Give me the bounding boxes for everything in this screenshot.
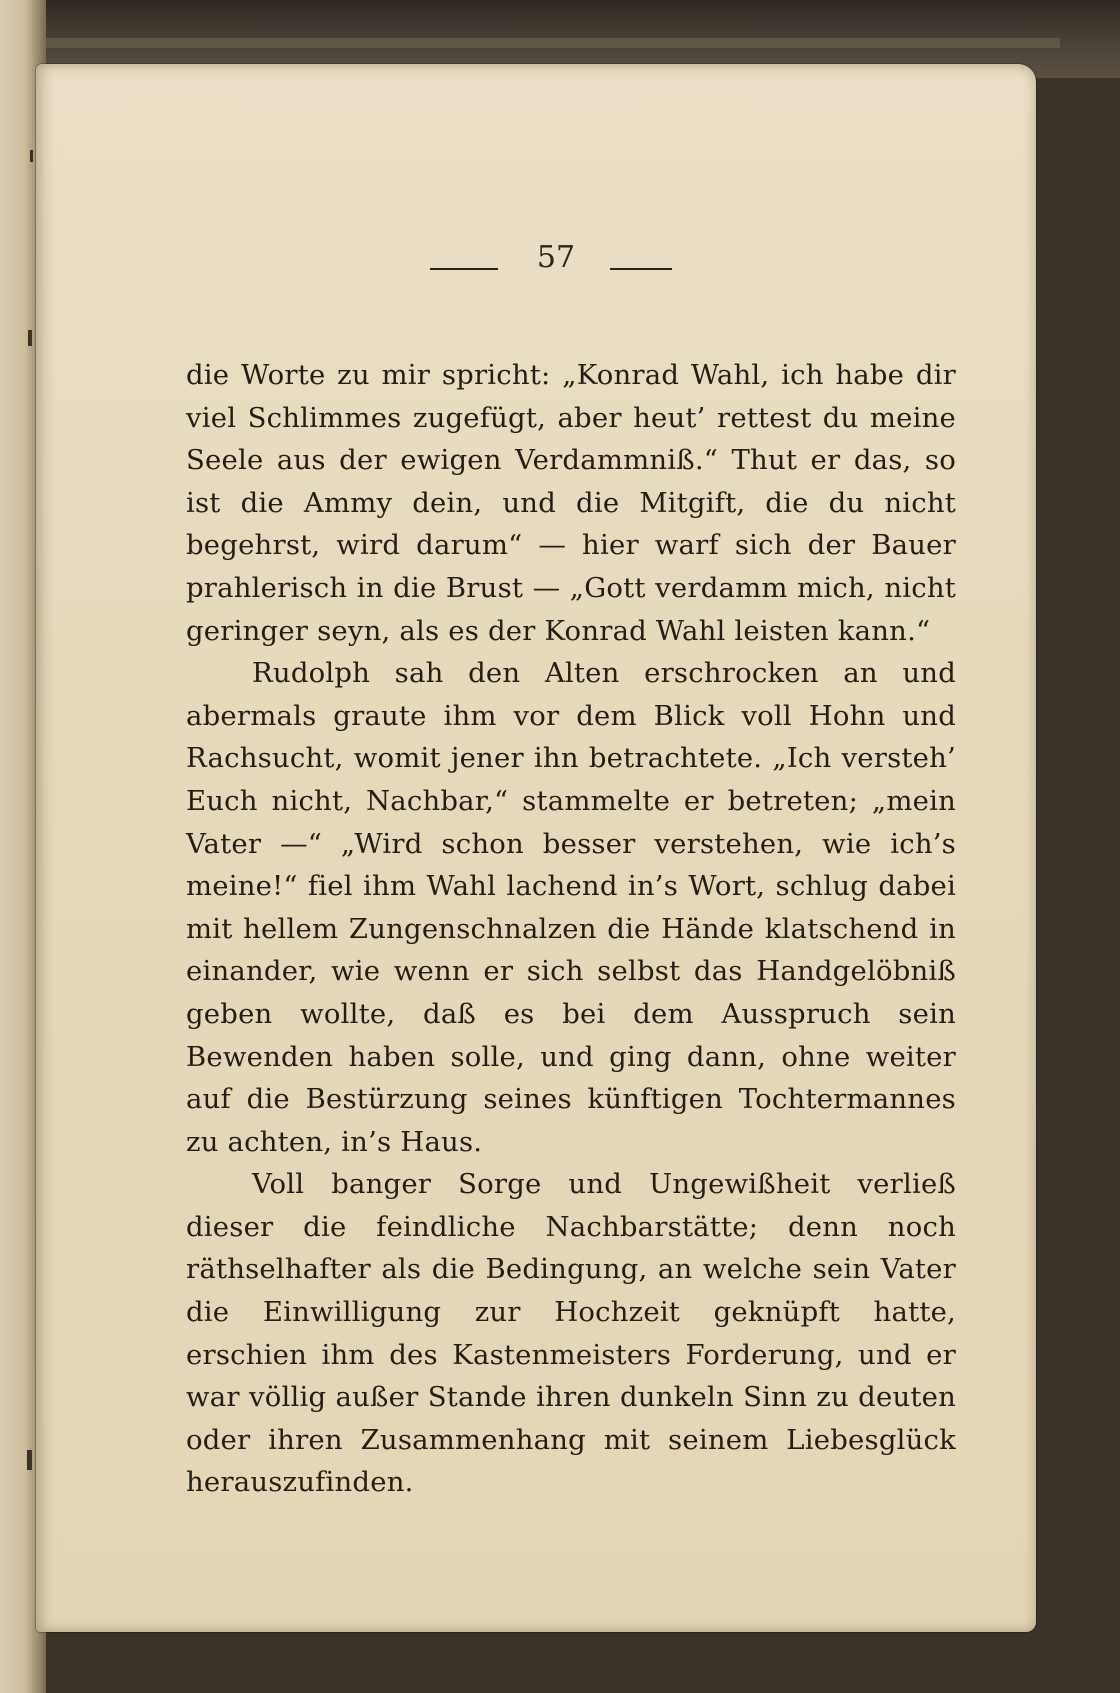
- paragraph-1: die Worte zu mir spricht: „Konrad Wahl, ich habe dir viel Schlimmes zugefügt, aber heut’ rettest du meine Seele aus der ewigen Verdammniß.“ Thut er das, so ist die Ammy dein, und die Mitgift, die du nicht begehrst, wird darum“ — hier warf sich der Bauer prahlerisch in die Brust — „Gott verdamm mich, nicht geringer seyn, als es der Konrad Wahl leisten kann.“: [186, 359, 956, 647]
- page-number-dash-left: [430, 268, 498, 270]
- paragraph-2: Rudolph sah den Alten erschrocken an und abermals graute ihm vor dem Blick voll Hohn und Rachsucht, womit jener ihn betrachtete. „Ich versteh’ Euch nicht, Nachbar,“ stammelte er betreten; „mein Vater —“ „Wird schon besser verstehen, wie ich’s meine!“ fiel ihm Wahl lachend in’s Wort, schlug dabei mit hellem Zungenschnalzen die Hände klatschend in einander, wie wenn er sich selbst das Handgelöbniß geben wollte, daß es bei dem Ausspruch sein Bewenden haben solle, und ging dann, ohne weiter auf die Bestürzung seines künftigen Tochtermannes zu achten, in’s Haus.: [186, 657, 956, 1158]
- page-number: 57: [536, 240, 576, 275]
- spine-mark: [27, 1450, 32, 1470]
- spine-mark: [28, 330, 32, 346]
- book-page: [36, 64, 1036, 1632]
- page-number-dash-right: [610, 268, 672, 270]
- spine-mark: [30, 150, 33, 162]
- body-text: [186, 354, 956, 1504]
- page-header: [36, 224, 1036, 294]
- paragraph-3: Voll banger Sorge und Ungewißheit verließ dieser die feindliche Nachbarstätte; denn noch räthselhafter als die Bedingung, an welche sein Vater die Einwilligung zur Hochzeit geknüpft hatte, erschien ihm des Kastenmeisters Forderung, und er war völlig außer Stande ihren dunkeln Sinn zu deuten oder ihren Zusammenhang mit seinem Liebesglück herauszufinden.: [186, 1168, 956, 1499]
